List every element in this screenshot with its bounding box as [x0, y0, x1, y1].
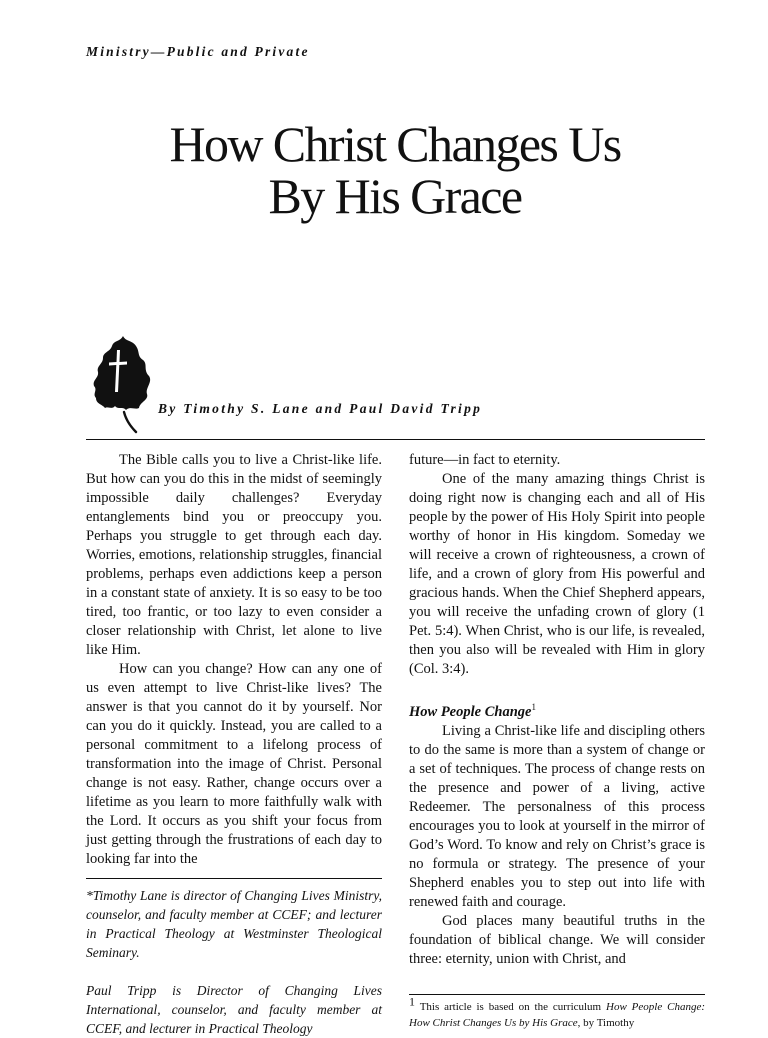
- body-paragraph: One of the many amazing things Christ is doing right now is changing each and all of His people by the power of His Holy Spirit into people worthy of honor in His kingdom. Someday we will receive a crown of righteousness, a crown of life, and a crown of glory from His powerful and gracious hands. When the Chief Shepherd appears, you will receive the unfading crown of glory (1 Pet. 5:4). When Christ, who is our life, is revealed, then you also will be revealed with Him in glory (Col. 3:4).: [409, 471, 705, 677]
- footnote-rule: [409, 994, 705, 995]
- running-header: Ministry—Public and Private: [86, 44, 310, 59]
- left-column: [86, 451, 382, 869]
- footnote: [409, 994, 705, 1031]
- footnote-text-after: , by Timothy: [577, 1017, 635, 1029]
- author-bio-lane: *Timothy Lane is director of Changing Lives Ministry, counselor, and faculty member at CCEF; and lecturer in Practical Theology at Westminster Theological Seminary.: [86, 888, 382, 960]
- footnote-ref: 1: [531, 702, 536, 712]
- title-line-1: How Christ Changes Us: [169, 116, 621, 172]
- body-paragraph: The Bible calls you to live a Christ-like life. But how can you do this in the midst of seemingly impossible daily challenges? Everyday entanglements bind you or preoccupy you. Perhaps you struggle to get through each day. Worries, emotions, relationship struggles, financial problems, perhaps even addictions keep a person in a constant state of anxiety. It is so easy to be too tired, too frantic, or too lazy to even consider a closer relationship with Christ, let alone to live like Him.: [86, 452, 382, 658]
- header-rule: [86, 439, 705, 440]
- article-title: [0, 118, 768, 222]
- right-column: [409, 451, 705, 969]
- subhead-text: How People Change: [409, 703, 532, 720]
- bio-rule: [86, 878, 382, 879]
- leaf-cross-icon: [90, 332, 154, 436]
- body-paragraph: God places many beautiful truths in the foundation of biblical change. We will consider three: eternity, union with Christ, and: [409, 912, 705, 967]
- footnote-cited-title: How People Change: How Christ Changes Us by His Grace: [409, 1001, 705, 1029]
- footnote-number: 1: [409, 994, 415, 1009]
- author-bio-tripp: Paul Tripp is Director of Changing Lives International, counselor, and faculty member at CCEF, and lecturer in Practical Theology: [86, 983, 382, 1036]
- section-subhead: [409, 698, 705, 722]
- body-paragraph: How can you change? How can any one of us even attempt to live Christ-like lives? The answer is that you cannot do it by yourself. Nor can you do it quickly. Instead, you are called to a personal commitment to a lifelong process of transformation into the image of Christ. Personal change is not easy. Rather, change occurs over a lifetime as you learn to more faithfully walk with the Lord. It occurs as you shift your focus from just getting through the frustrations of each day to looking far into the: [86, 661, 382, 867]
- title-line-2: By His Grace: [268, 168, 522, 224]
- footnote-text: This article is based on the curriculum: [419, 1001, 602, 1013]
- body-paragraph: Living a Christ-like life and discipling others to do the same is more than a system of change or a set of techniques. The process of change rests on the presence and power of a living, active Redeemer. The personalness of this process encourages you to look at yourself in the mirror of God’s Word. To know and rely on Christ’s grace is no formula or strategy. The presence of your Shepherd enables you to step out into life with renewed faith and courage.: [409, 722, 705, 910]
- body-paragraph-continuation: future—in fact to eternity.: [409, 452, 561, 468]
- byline: By Timothy S. Lane and Paul David Tripp: [158, 401, 483, 416]
